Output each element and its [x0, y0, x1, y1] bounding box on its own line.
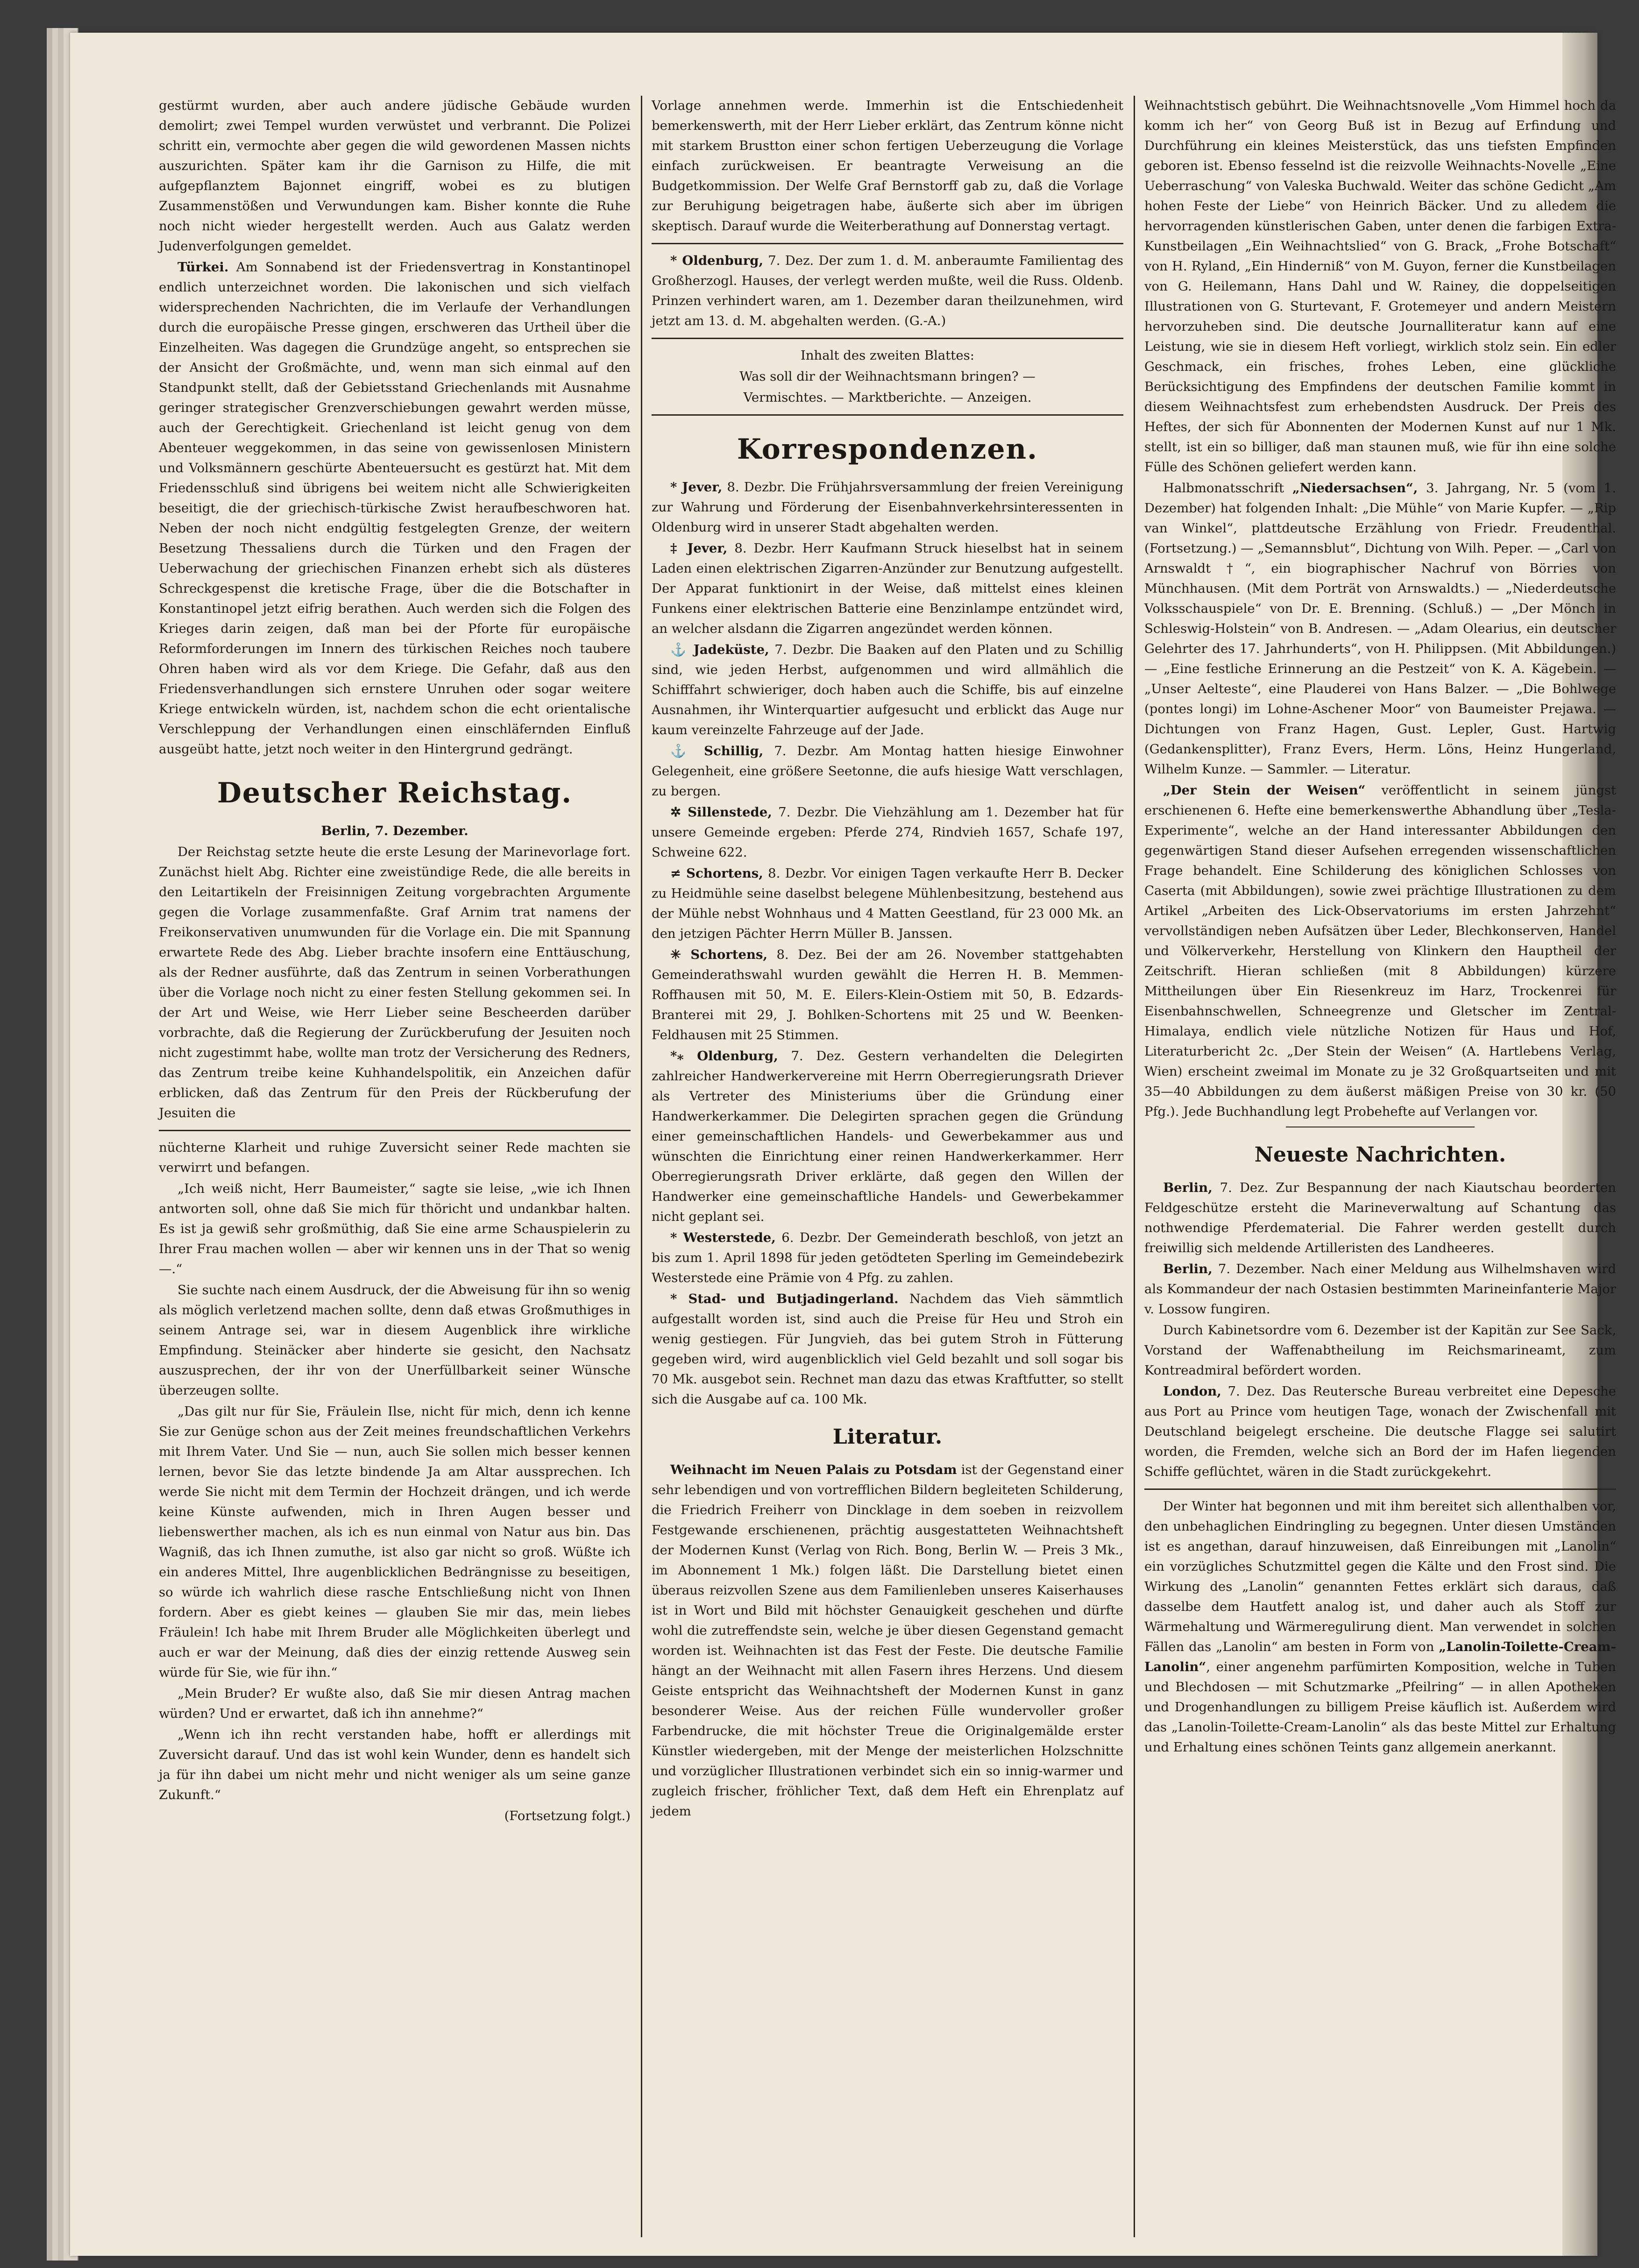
jadekueste-text: 7. Dezbr. Die Baaken auf den Platen und zu Schillig sind, wie jeden Herbst, aufgenommen und wird allmählich die Schifffahrt schwieriger, doch haben auch die Schiffe, bis auf einzelne Ausnahmen, ihr Winterquartier aufgesucht und erblickt das Auge nur kaum vereinzelte Fahrzeuge auf der Jade.	[652, 642, 1123, 737]
article-literatur	[652, 1460, 1123, 1821]
newspaper-page	[70, 33, 1616, 2256]
article-literatur-end: Weihnachtstisch gebührt. Die Weihnachtsnovelle „Vom Himmel hoch da komm ich her“ von Georg Buß ist in Bezug auf Erfindung und Durchführung ein kleines Meisterstück, das uns tiefsten Empfinden geboren ist. Ebenso fesselnd ist die reizvolle Weihnachts-Novelle „Eine Ueberraschung“ von Valeska Buchwald. Weiter das schöne Gedicht „Am hohen Feste der Liebe“ von Heinrich Bäcker. Und zu alledem die hervorragenden künstlerischen Gaben, unter denen die farbigen Extra-Kunstbeilagen „Ein Weihnachtslied“ von G. Brack, „Frohe Botschaft“ von H. Ryland, „Ein Hinderniß“ von M. Guyon, ferner die Kunstbeilagen von G. Heilemann, Hans Dahl und W. Rainey, die doppelseitigen Illustrationen von G. Sturtevant, F. Grotemeyer und andern Meistern hervorzuheben sind. Die deutsche Journalliteratur kann auf eine Leistung, wie sie in diesem Heft vorliegt, wirklich stolz sein. Ein edler Geschmack, ein frisches, frohes Leben, eine glückliche Berücksichtigung des Empfindens der deutschen Familie kommt in diesem Weihnachtsfest zum erhebendsten Ausdruck. Der Preis des Heftes, der sich für Abonnenten der Modernen Kunst auf nur 1 Mk. stellt, ist ein so billiger, daß man staunen muß, wie für ihn eine solche Fülle des Schönen geliefert werden kann.	[1144, 98, 1616, 475]
story-paragraph-6: „Wenn ich ihn recht verstanden habe, hofft er allerdings mit Zuversicht darauf. Und das ist wohl kein Wunder, denn es handelt sich ja für ihn dabei um nicht mehr und nicht weniger als um seine ganze Zukunft.“	[159, 1727, 631, 1802]
column-rule-2	[1134, 96, 1135, 2237]
story-continuation-note: (Fortsetzung folgt.)	[504, 1808, 631, 1823]
article-judenverfolgung-end: gestürmt wurden, aber auch andere jüdische Gebäude wurden demolirt; zwei Tempel wurden verwüstet und verbrannt. Die Polizei schritt ein, vermochte aber gegen die wild gewordenen Massen nichts auszurichten. Später kam ihr die Garnison zu Hilfe, die mit aufgepflanztem Bajonnet eingriff, wobei es zu blutigen Zusammenstößen und Verwundungen kam. Bisher konnte die Ruhe noch nicht wieder hergestellt werden. Auch aus Galatz werden Judenverfolgungen gemeldet.	[159, 98, 631, 254]
article-sillenstede	[652, 802, 1123, 863]
column-2	[652, 96, 1123, 2237]
story-paragraph-2: „Ich weiß nicht, Herr Baumeister,“ sagte sie leise, „wie ich Ihnen antworten soll, ohne daß Sie mich für thöricht und undankbar halten. Es ist ja gewiß sehr großmüthig, daß Sie eine arme Schauspielerin zu Ihrer Frau machen wollen — aber wir kennen uns in der That so wenig —.“	[159, 1181, 631, 1276]
london-lead: London,	[1163, 1384, 1221, 1399]
literatur-text: ist der Gegenstand einer sehr lebendigen und von vortrefflichen Bildern begleiteten Schilderung, die Friedrich Freiherr von Dincklage in dem soeben in reizvollem Festgewande erschienenen, prächtig ausgestatteten Weihnachtsheft der Modernen Kunst (Verlag von Rich. Bong, Berlin W. — Preis 3 Mk., im Abonnement 1 Mk.) folgen läßt. Die Darstellung bietet einen überaus reizvollen Szene aus dem Familienleben unseres Kaiserhauses ist in Wort und Bild mit höchster Genauigkeit geschehen und dürfte wohl die zutreffendste sein, welche je über diesen Gegenstand gemacht worden ist. Weihnachten ist das Fest der Feste. Die deutsche Familie hängt an der Weihnacht mit allen Fasern ihres Herzens. Und diesem Geiste entspricht das Weihnachtsheft der Modernen Kunst in ganz besonderer Weise. Aus der reichen Fülle wundervoller großer Farbendrucke, die mit höchster Treue die Originalgemälde erster Künstler wiedergeben, mit der Menge der meisterlichen Holzschnitte und vorzüglicher Illustrationen verbindet sich ein so innig-warmer und zugleich frischer, fröhlicher Text, daß dem Heft ein Ehrenplatz auf jedem	[652, 1462, 1123, 1819]
inhalt-title: Inhalt des zweiten Blattes:	[800, 348, 975, 363]
article-oldenburg-2	[652, 1046, 1123, 1227]
article-westerstede	[652, 1228, 1123, 1288]
niedersachsen-text: 3. Jahrgang, Nr. 5 (vom 1. Dezember) hat folgenden Inhalt: „Die Mühle“ von Marie Kupfer. — „Rip van Winkel“, plattdeutsche Erzählung von Friedr. Freudenthal. (Fortsetzung.) — „Semannsblut“, Dichtung von Wilh. Peper. — „Carl von Arnswaldt †“, ein biographischer Nachruf von Börries von Münchhausen. (Mit dem Porträt von Arnswaldts.) — „Niederdeutsche Volksschauspiele“ von Dr. E. Brenning. (Schluß.) — „Der Mönch in Schleswig-Holstein“ von B. Andresen. — „Adam Olearius, ein deutscher Gelehrter des 17. Jahrhunderts“, von H. Philippsen. (Mit Abbildungen.) — „Eine festliche Erinnerung an die Pestzeit“ von K. A. Kägebein. — „Unser Aelteste“, eine Plauderei von Hans Balzer. — „Die Bohlwege (pontes longi) im Lohne-Aschener Moor“ von Baumeister Prejawa. — Dichtungen von Franz Hagen, Gust. Lepler, Gust. Hartwig (Gedankensplitter), Franz Evers, Herm. Löns, Heinz Hungerland, Wilhelm Kunze. — Sammler. — Literatur.	[1144, 481, 1616, 777]
article-stad-butjadingerland	[652, 1289, 1123, 1410]
heading-deutscher-reichstag: Deutscher Reichstag.	[217, 777, 573, 809]
berlin-2-lead: Berlin,	[1163, 1262, 1213, 1276]
schortens-2-text: 8. Dez. Bei der am 26. November stattgehabten Gemeinderathswahl wurden gewählt die Herren H. B. Memmen-Roffhausen mit 50, M. E. Eilers-Klein-Ostiem mit 50, B. Edzards-Branterei mit 29, J. Bohlken-Schortens mit 25 und W. Beenken-Feldhausen mit 25 Stimmen.	[652, 947, 1124, 1042]
schillig-text: 7. Dezbr. Am Montag hatten hiesige Einwohner Gelegenheit, eine größere Seetonne, die aufs hiesige Watt verschlagen, zu bergen.	[652, 744, 1123, 799]
sillenstede-text: 7. Dezbr. Die Viehzählung am 1. Dezember hat für unsere Gemeinde ergeben: Pferde 274, Rindvieh 1657, Schafe 197, Schweine 622.	[652, 805, 1123, 860]
rule-2	[652, 338, 1123, 339]
reichstag-dateline: Berlin, 7. Dezember.	[321, 823, 468, 838]
schillig-lead: ⚓ Schillig,	[670, 744, 764, 758]
jever-1-lead: * Jever,	[670, 480, 723, 495]
column-rule-1	[641, 96, 642, 2237]
article-tuerkei	[159, 257, 631, 759]
article-berlin-2	[1144, 1259, 1616, 1319]
lanolin-text: Der Winter hat begonnen und mit ihm bereitet sich allenthalben vor, den unbehaglichen Eindringling zu begegnen. Unter diesen Umständen ist es angethan, darauf hinzuweisen, daß Einreibungen mit „Lanolin“ ein vorzügliches Schutzmittel gegen die Kälte und den Frost sind. Die Wirkung des „Lanolin“ genannten Fettes erklärt sich daraus, daß dasselbe dem Hautfett analog ist, und daher auch als Stoff zur Wärmehaltung und Wärmeregulirung dient. Man verwendet in solchen Fällen das „Lanolin“ am besten in Form von	[1144, 1499, 1616, 1654]
oldenburg-2-text: 7. Dez. Gestern verhandelten die Delegirten zahlreicher Handwerkervereine mit Herrn Oberregierungsrath Driever als Vertreter des Ministeriums über die Gründung einer Handwerkerkammer. Die Delegirten sprachen gegen die Gründung einer gemeinschaftlichen Handels- und Gewerbekammer aus und wünschten die Einrichtung einer reinen Handwerkerkammer. Herr Oberregierungsrath Driver erklärte, daß gegen den Willen der Handwerker eine gemeinschaftliche Handels- und Gewerbekammer nicht geplant sei.	[652, 1049, 1123, 1224]
inhalt-line-1: Was soll dir der Weihnachtsmann bringen? —	[739, 369, 1036, 384]
lanolin-text-2: , einer angenehm parfümirten Komposition, welche in Tuben und Blechdosen — mit Schutzmarke „Pfeilring“ — in allen Apotheken und Drogenhandlungen zu billigem Preise käuflich ist. Außerdem wird das „Lanolin-Toilette-Cream-Lanolin“ als das beste Mittel zur Erhaltung und Erhaltung eines schönen Teints ganz allgemein anerkannt.	[1144, 1659, 1616, 1755]
article-jever-2	[652, 539, 1123, 639]
stein-title: „Der Stein der Weisen“	[1163, 783, 1366, 798]
article-jadekueste	[652, 640, 1123, 740]
inhalt-line-2: Vermischtes. — Marktberichte. — Anzeigen.	[743, 390, 1032, 405]
article-london	[1144, 1382, 1616, 1482]
column-1	[159, 96, 631, 2237]
berlin-2-text: 7. Dezember. Nach einer Meldung aus Wilhelmshaven wird als Kommandeur der nach Ostasien bestimmten Marineinfanterie Major v. Lossow fungiren.	[1144, 1262, 1616, 1317]
jever-2-text: 8. Dezbr. Herr Kaufmann Struck hieselbst hat in seinem Laden einen elektrischen Zigarren-Anzünder zur Benutzung aufgestellt. Der Apparat funktionirt in der Weise, daß mittelst eines kleinen Funkens einer elektrischen Batterie eine Benzinlampe entzündet wird, an welcher alsdann die Zigarren angezündet werden können.	[652, 541, 1124, 636]
article-jever-1	[652, 477, 1123, 538]
stein-text: veröffentlicht in seinem jüngst erschienenen 6. Hefte eine bemerkenswerthe Abhandlung über „Tesla-Experimente“, welche an der Hand interessanter Abbildungen den gegenwärtigen Stand dieser Aufsehen erregenden wissenschaftlichen Frage behandelt. Eine Schilderung des königlichen Schlosses von Caserta (mit Abbildungen), sowie zwei prächtige Illustrationen zu dem Artikel „Arbeiten des Lick-Observatoriums im ersten Jahrzehnt“ vervollständigen neben Aufsätzen über Leder, Blechkonserven, Handel und Völkerverkehr, Herstellung von Klinkern den Hauptheil der Zeitschrift. Hieran schließen (mit 8 Abbildungen) kürzere Mittheilungen über Ein Riesenkreuz im Harz, Trockenrei für Eisenbahnschwellen, Schneegrenze und Gletscher im Zentral-Himalaya, endlich viele nützliche Notizen für Haus und Hof, Literaturbericht 2c. „Der Stein der Weisen“ (A. Hartlebens Verlag, Wien) erscheint zweimal im Monate zu je 32 Großquartseiten und mit 35—40 Abbildungen zu dem äußerst mäßigen Preise von 30 kr. (50 Pfg.). Jede Buchhandlung legt Probehefte auf Verlangen vor.	[1144, 783, 1616, 1119]
article-lanolin	[1144, 1496, 1616, 1758]
westerstede-lead: * Westerstede,	[670, 1230, 776, 1245]
oldenburg-2-lead: *⁎ Oldenburg,	[670, 1049, 778, 1063]
lanolin-product: „Lanolin-Toilette-Cream-Lanolin“	[1144, 1639, 1616, 1674]
rule-3	[652, 414, 1123, 416]
article-berlin-1	[1144, 1178, 1616, 1258]
berlin-1-lead: Berlin,	[1163, 1180, 1213, 1195]
story-paragraph-4: „Das gilt nur für Sie, Fräulein Ilse, nicht für mich, denn ich kenne Sie zur Genüge schon aus der Zeit meines freundschaftlichen Verkehrs mit Ihrem Vater. Und Sie — nun, auch Sie sollen mich besser kennen lernen, bevor Sie das letzte bindende Ja am Altar aussprechen. Ich werde Sie nicht mit dem Termin der Hochzeit drängen, und ich werde keine Künste aufwenden, mich in Ihren Augen besser und liebenswerther machen, als ich es nun einmal von Natur aus bin. Das Wagniß, das ich Ihnen zumuthe, ist also gar nicht so groß. Wüßte ich ein anderes Mittel, Ihre augenblicklichen Bedrängnisse zu beseitigen, so würde ich wahrlich diese rasche Entschließung nicht von Ihnen fordern. Aber es giebt keines — glauben Sie mir das, mein liebes Fräulein! Ich habe mit Ihrem Bruder alle Möglichkeiten überlegt und auch er war der Meinung, daß dies der einzig rettende Ausweg sein würde für Sie, wie für ihn.“	[159, 1404, 631, 1680]
article-oldenburg-1	[652, 251, 1123, 331]
tuerkei-text: Am Sonnabend ist der Friedensvertrag in Konstantinopel endlich unterzeichnet worden. Die lakonischen und sich vielfach widersprechenden Nachrichten, die im Verlaufe der Verhandlungen durch die europäische Presse gingen, erschweren das Urtheil über die Einzelheiten. Was dagegen die Grundzüge angeht, so entsprechen sie der Ansicht der Großmächte, und, wenn man sich einmal auf den Standpunkt stellt, daß der Gebietsstand Griechenlands mit Ausnahme geringer strategischer Grenzverschiebungen gewahrt werden müsse, auch der Gerechtigkeit. Griechenland ist leicht genug von dem Abenteuer weggekommen, in das seine von gewissenlosen Ministern und Volksmännern geschürte Abenteuersucht es gestürzt hat. Mit dem Friedensschluß sind übrigens bei weitem nicht alle Schwierigkeiten beseitigt, die der griechisch-türkische Zwist heraufbeschworen hat. Neben der noch nicht endgültig festgelegten Grenze, der weitern Besetzung Thessaliens durch die Türken und den Fragen der Ueberwachung der griechischen Finanzen erhebt sich als düsteres Schreckgespenst die kretische Frage, über die die Botschafter in Konstantinopel jetzt eifrig berathen. Auch werden sich die Folgen des Krieges darin zeigen, daß man bei der Pforte für europäische Reformforderungen im Innern des türkischen Reiches noch taubere Ohren haben wird als vor dem Kriege. Die Gefahr, daß aus den Friedensverhandlungen sich ernstere Unruhen oder sogar weitere Kriege entwickeln würden, ist, nachdem schon die echt orientalische Verschleppung der Verhandlungen einen einschläfernden Einfluß ausgeübt hatte, jetzt noch weiter in den Hintergrund gedrängt.	[159, 260, 631, 757]
article-stein-der-weisen	[1144, 780, 1616, 1122]
article-reichstag: Der Reichstag setzte heute die erste Lesung der Marinevorlage fort. Zunächst hielt Abg. Richter eine zweistündige Rede, die alle bereits in den Leitartikeln der Freisinnigen Zeitung vorgebrachten Argumente gegen die Vorlage zusammenfaßte. Graf Arnim trat namens der Freikonservativen unumwunden für die Vorlage ein. Die mit Spannung erwartete Rede des Abg. Lieber brachte insofern eine Enttäuschung, als der Redner ausführte, daß das Zentrum in seinen Vorberathungen über die Vorlage noch nicht zu einer festen Stellung gekommen sei. In der Art und Weise, wie Herr Lieber seine Bescheerden darüber vorbrachte, daß die Regierung der Zurückberufung der Jesuiten noch nicht zugestimmt habe, wollte man trotz der Versicherung des Redners, das Zentrum treibe keine Kuhhandelspolitik, ein Anzeichen dafür erblicken, daß das Zentrum für den Preis der Rückberufung der Jesuiten die	[159, 844, 631, 1120]
heading-literatur: Literatur.	[832, 1425, 943, 1449]
column-3	[1144, 96, 1616, 2237]
article-schortens-1	[652, 864, 1123, 944]
stad-lead: * Stad- und Butjadingerland.	[670, 1291, 899, 1306]
oldenburg-1-lead: * Oldenburg,	[670, 253, 764, 268]
berlin-1-text: 7. Dez. Zur Bespannung der nach Kiautschau beorderten Feldgeschütze ersteht die Marineverwaltung auf Schantung das nothwendige Pferdematerial. Die Fahrer werden gestellt durch freiwillig sich meldende Artilleristen des Landheeres.	[1144, 1180, 1616, 1255]
rule-advert	[1144, 1488, 1616, 1490]
niedersachsen-pre: Halbmonatsschrift	[1163, 481, 1292, 496]
rule-1	[652, 243, 1123, 244]
schortens-1-lead: ≠ Schortens,	[670, 866, 763, 881]
literatur-title: Weihnacht im Neuen Palais zu Potsdam	[670, 1462, 957, 1477]
schortens-2-lead: ✳ Schortens,	[670, 947, 768, 962]
jever-1-text: 8. Dezbr. Die Frühjahrsversammlung der freien Vereinigung zur Wahrung und Förderung der Eisenbahnverkehrsinteressenten in Oldenburg wird in unserer Stadt abgehalten werden.	[652, 480, 1124, 535]
story-paragraph-5: „Mein Bruder? Er wußte also, daß Sie mir diesen Antrag machen würden? Und er erwartet, daß ich ihn annehme?“	[159, 1686, 631, 1721]
niedersachsen-title: „Niedersachsen“,	[1292, 481, 1418, 496]
schortens-1-text: 8. Dezbr. Vor einigen Tagen verkaufte Herr B. Decker zu Heidmühle seine daselbst belegene Mühlenbesitzung, bestehend aus der Mühle nebst Wohnhaus und 4 Matten Geestland, für 23 000 Mk. an den jetzigen Pächter Herrn Müller B. Janssen.	[652, 866, 1124, 941]
article-niedersachsen	[1144, 478, 1616, 780]
article-reichstag-end: Vorlage annehmen werde. Immerhin ist die Entschiedenheit bemerkenswerth, mit der Herr Lieber erklärt, das Zentrum könne nicht mit starkem Brustton einer schon fertigen Ueberzeugung die Vorlage einfach zurückweisen. Er beantragte Verweisung an die Budgetkommission. Der Welfe Graf Bernstorff gab zu, daß die Vorlage zur Beruhigung beigetragen habe, äußerte sich aber im übrigen skeptisch. Darauf wurde die Weiterberathung auf Donnerstag vertagt.	[652, 98, 1123, 234]
tuerkei-lead: Türkei.	[177, 260, 229, 275]
feuilleton-rule	[159, 1130, 631, 1131]
sillenstede-lead: ✲ Sillenstede,	[670, 805, 772, 820]
jadekueste-lead: ⚓ Jadeküste,	[670, 642, 769, 657]
jever-2-lead: ‡ Jever,	[670, 541, 728, 556]
article-kabinetsordre: Durch Kabinetsordre vom 6. Dezember ist der Kapitän zur See Sack, Vorstand der Waffenabtheilung im Reichsmarineamt, zum Kontreadmiral befördert worden.	[1144, 1323, 1616, 1378]
article-schortens-2	[652, 945, 1123, 1045]
story-paragraph-1: nüchterne Klarheit und ruhige Zuversicht seiner Rede machten sie verwirrt und befangen.	[159, 1140, 631, 1175]
article-schillig	[652, 741, 1123, 801]
oldenburg-1-text: 7. Dez. Der zum 1. d. M. anberaumte Familientag des Großherzogl. Hauses, der verlegt werden mußte, weil die Russ. Oldenb. Prinzen verhindert waren, am 1. Dezember daran theilzunehmen, wird jetzt am 13. d. M. abgehalten werden. (G.-A.)	[652, 253, 1124, 328]
heading-korrespondenzen: Korrespondenzen.	[737, 433, 1038, 466]
westerstede-text: 6. Dezbr. Der Gemeinderath beschloß, von jetzt an bis zum 1. April 1898 für jeden getödteten Sperling im Gemeindebezirk Westerstede eine Prämie von 4 Pfg. zu zahlen.	[652, 1230, 1123, 1285]
story-paragraph-3: Sie suchte nach einem Ausdruck, der die Abweisung für ihn so wenig als möglich verletzend machen sollte, denn daß etwas Großmuthiges in seinem Antrage sei, war in diesem Augenblick ihre wirkliche Empfindung. Steinäcker aber hinderte sie gesicht, den Nachsatz auszusprechen, der ihr von der Unerfüllbarkeit seiner Wünsche überzeugen sollte.	[159, 1283, 631, 1398]
heading-neueste-nachrichten: Neueste Nachrichten.	[1254, 1143, 1506, 1167]
stad-text: Nachdem das Vieh sämmtlich aufgestallt worden ist, sind auch die Preise für Heu und Stroh ein wenig gestiegen. Für Jungvieh, das bei gutem Stroh in Fütterung gegeben wird, wird augenblicklich viel Geld bezahlt und soll sogar bis 70 Mk. ausgebot sein. Rechnet man dazu das etwas Kraftfutter, so stellt sich die Ausgabe auf ca. 100 Mk.	[652, 1291, 1123, 1407]
london-text: 7. Dez. Das Reutersche Bureau verbreitet eine Depesche aus Port au Prince vom heutigen Tage, wonach der Zwischenfall mit Deutschland beigelegt erscheine. Die deutsche Flagge sei salutirt worden, die Fremden, welche sich an Bord der im Hafen liegenden Schiffe geflüchtet, wären in die Stadt zurückgekehrt.	[1144, 1384, 1616, 1479]
